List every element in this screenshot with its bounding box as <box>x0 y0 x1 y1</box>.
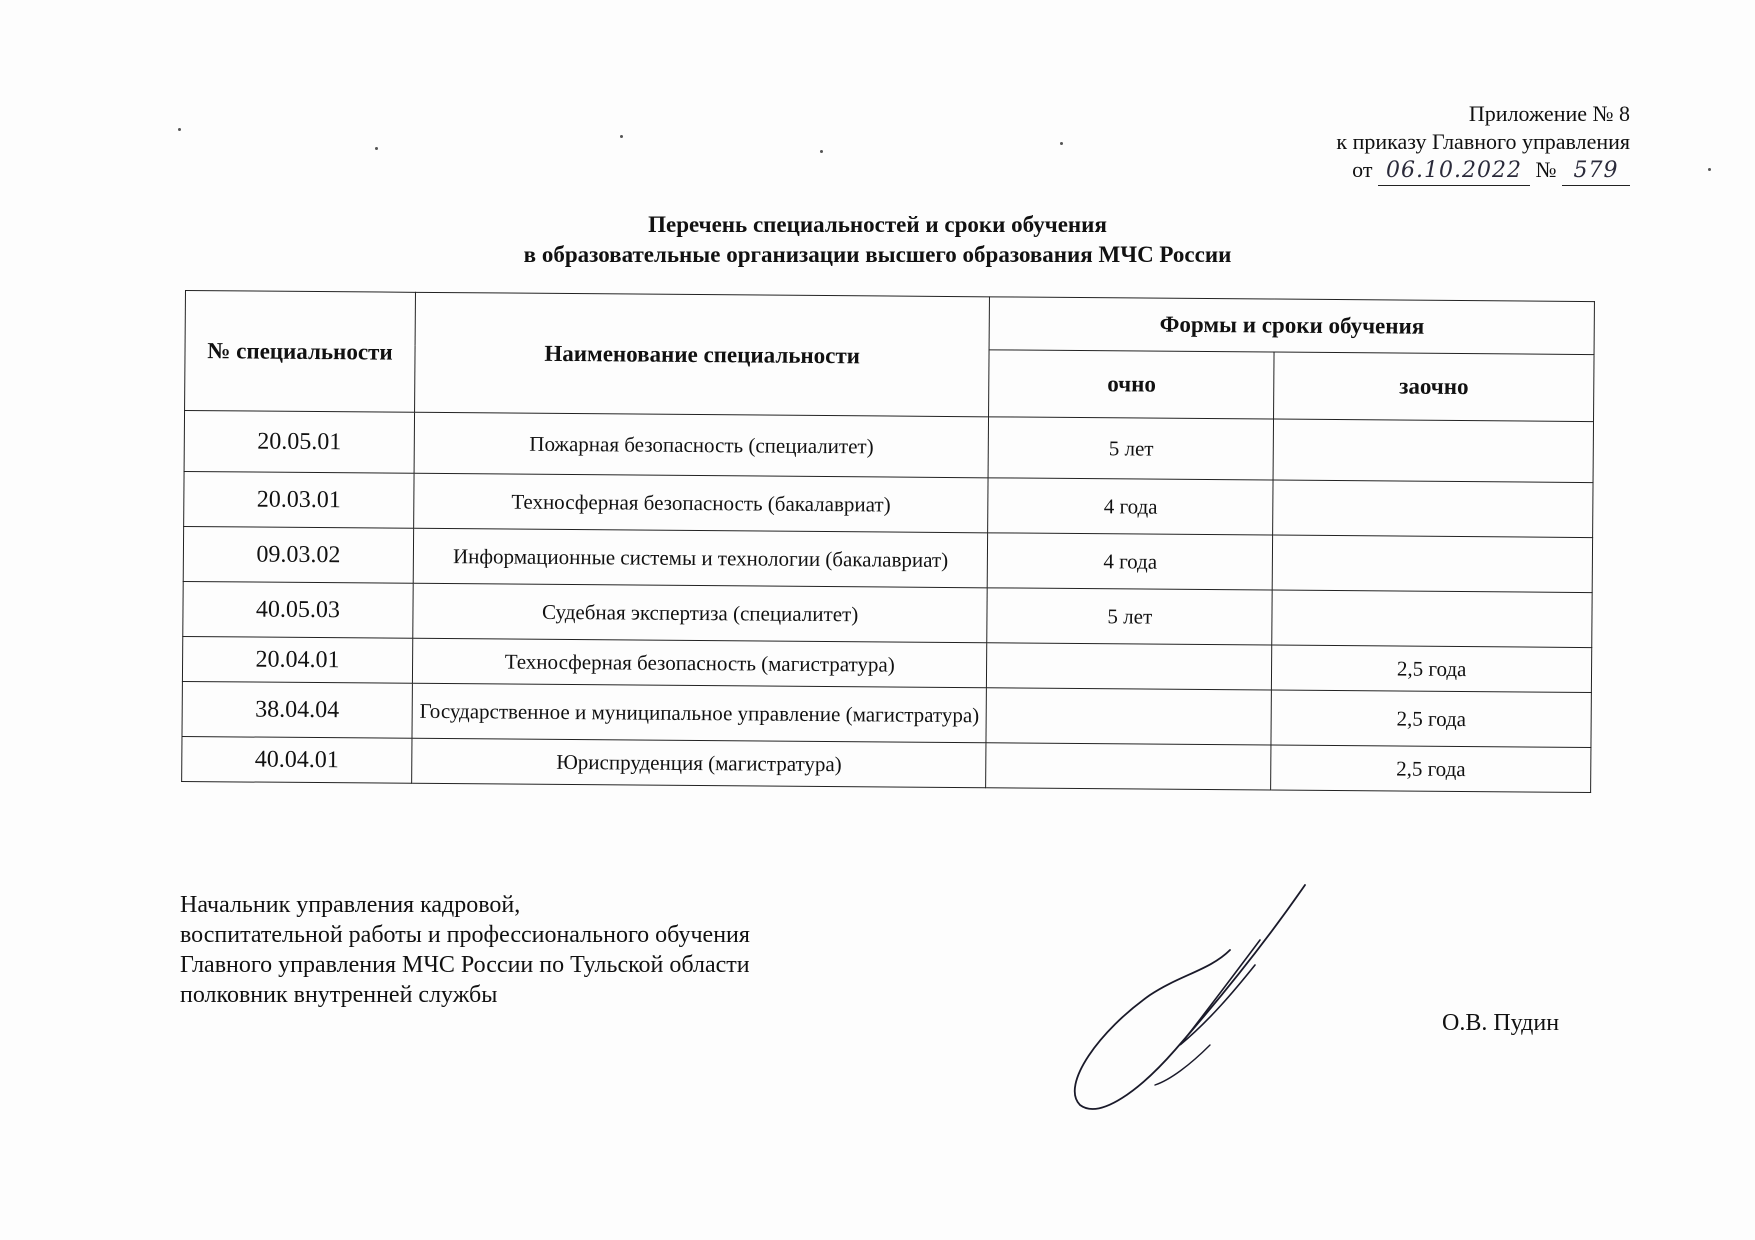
specialty-name: Техносферная безопасность (бакалавриат) <box>414 473 989 533</box>
table-header-row <box>185 291 1594 355</box>
signer-name: О.В. Пудин <box>1442 1010 1560 1036</box>
scan-speck <box>820 150 823 153</box>
order-date-line <box>1336 156 1630 186</box>
column-header-forms: Формы и сроки обучения <box>990 297 1595 355</box>
specialty-code: 38.04.04 <box>182 681 412 738</box>
appendix-label: Приложение № 8 <box>1468 101 1630 126</box>
order-number: 579 <box>1562 157 1630 186</box>
order-line: к приказу Главного управления <box>1336 129 1630 154</box>
document-title <box>0 210 1755 270</box>
column-header-fulltime: очно <box>989 350 1274 419</box>
specialty-name: Юриспруденция (магистратура) <box>412 738 987 788</box>
scan-speck <box>178 128 181 131</box>
specialty-code: 20.05.01 <box>184 411 414 474</box>
column-header-correspondence: заочно <box>1274 352 1594 422</box>
appendix-header <box>1336 100 1630 186</box>
specialty-name: Государственное и муниципальное управление (магистратура) <box>412 683 987 743</box>
scan-speck <box>1060 142 1063 145</box>
scan-speck <box>1708 168 1711 171</box>
specialty-code: 09.03.02 <box>183 526 413 583</box>
specialties-table <box>181 290 1595 793</box>
title-line-1: Перечень специальностей и сроки обучения <box>648 212 1107 237</box>
fulltime-duration <box>987 643 1272 690</box>
correspondence-duration: 2,5 года <box>1272 645 1592 693</box>
table-row <box>184 411 1593 483</box>
correspondence-duration: 2,5 года <box>1271 690 1591 748</box>
scan-speck <box>375 147 378 150</box>
correspondence-duration: 2,5 года <box>1271 745 1591 793</box>
correspondence-duration <box>1272 590 1592 648</box>
order-date: 06.10.2022 <box>1378 157 1530 186</box>
specialty-code: 20.03.01 <box>184 471 414 528</box>
specialties-table-container <box>181 290 1595 793</box>
column-header-name: Наименование специальности <box>414 292 989 417</box>
date-prefix: от <box>1352 157 1373 182</box>
specialty-name: Судебная экспертиза (специалитет) <box>413 583 988 643</box>
fulltime-duration <box>986 743 1271 790</box>
fulltime-duration <box>986 688 1271 745</box>
fulltime-duration: 4 года <box>988 533 1273 590</box>
number-prefix: № <box>1535 157 1557 182</box>
correspondence-duration <box>1272 535 1592 593</box>
correspondence-duration <box>1273 480 1593 538</box>
signer-line-1: Начальник управления кадровой, <box>180 892 521 918</box>
scan-speck <box>620 135 623 138</box>
fulltime-duration: 4 года <box>988 478 1273 535</box>
signer-position-block <box>180 890 750 1010</box>
signer-line-4: полковник внутренней службы <box>180 982 498 1008</box>
handwritten-signature <box>1060 880 1330 1120</box>
specialty-code: 40.04.01 <box>182 736 412 783</box>
specialty-name: Информационные системы и технологии (бакалавриат) <box>413 528 988 588</box>
specialty-name: Техносферная безопасность (магистратура) <box>412 638 987 688</box>
signer-line-2: воспитательной работы и профессионального обучения <box>180 922 750 948</box>
column-header-number: № специальности <box>185 291 416 413</box>
signer-line-3: Главного управления МЧС России по Тульской области <box>180 952 750 978</box>
specialty-code: 20.04.01 <box>182 636 412 683</box>
specialty-name: Пожарная безопасность (специалитет) <box>414 412 989 478</box>
title-line-2: в образовательные организации высшего образования МЧС России <box>523 242 1232 267</box>
fulltime-duration: 5 лет <box>987 588 1272 645</box>
specialty-code: 40.05.03 <box>183 581 413 638</box>
fulltime-duration: 5 лет <box>989 417 1274 480</box>
correspondence-duration <box>1273 419 1593 483</box>
